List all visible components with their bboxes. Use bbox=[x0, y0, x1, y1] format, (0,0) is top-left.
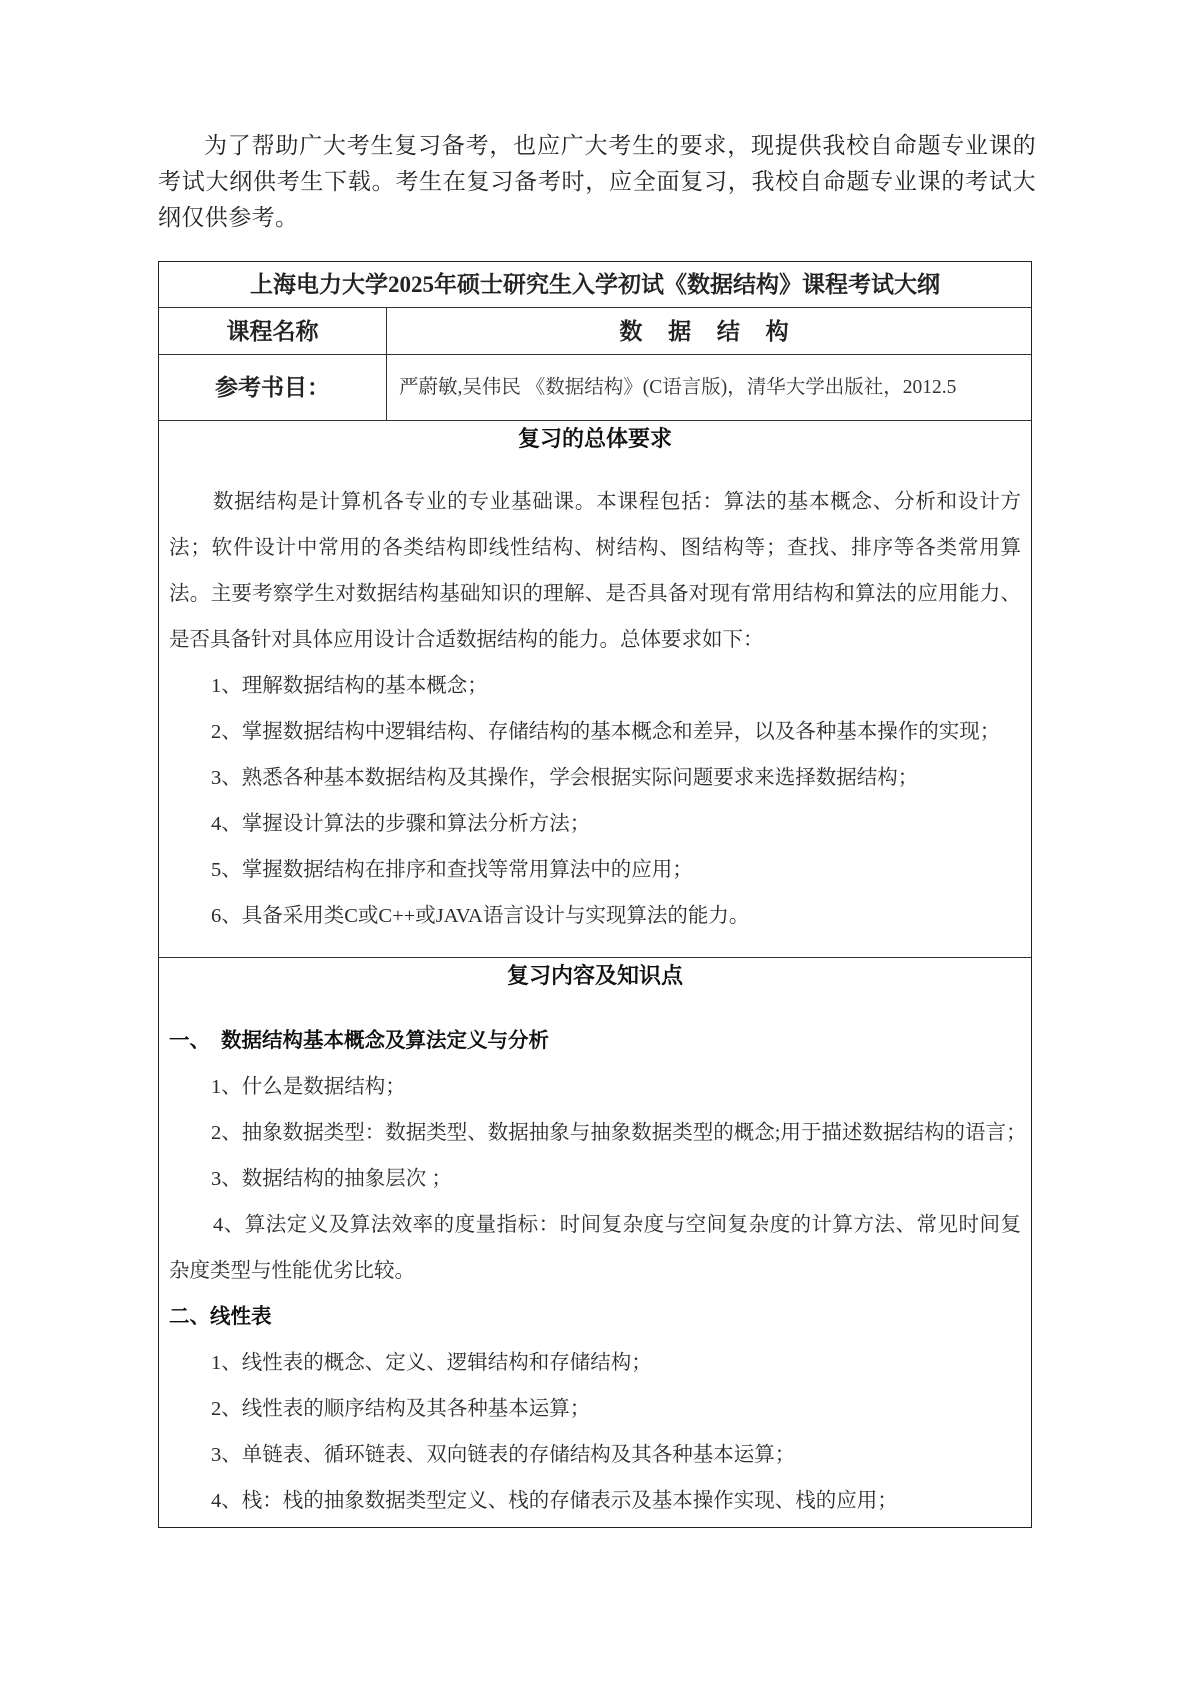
chapter-heading bbox=[159, 1294, 1031, 1340]
knowledge-item-paragraph: 4、算法定义及算法效率的度量指标：时间复杂度与空间复杂度的计算方法、常见时间复杂度类型与性能优劣比较。 bbox=[169, 1214, 1021, 1282]
requirement-item: 6、具备采用类C或C++或JAVA语言设计与实现算法的能力。 bbox=[211, 905, 750, 927]
knowledge-item: 2、抽象数据类型：数据类型、数据抽象与抽象数据类型的概念;用于描述数据结构的语言； bbox=[211, 1122, 1027, 1144]
overall-requirements-heading: 复习的总体要求 bbox=[517, 426, 672, 451]
review-content-section bbox=[159, 958, 1031, 1527]
knowledge-item: 3、单链表、循环链表、双向链表的存储结构及其各种基本运算； bbox=[211, 1444, 796, 1466]
syllabus-table bbox=[158, 261, 1032, 1528]
intro-paragraph: 为了帮助广大考生复习备考，也应广大考生的要求，现提供我校自命题专业课的考试大纲供考生下载。考生在复习备考时，应全面复习，我校自命题专业课的考试大纲仅供参考。 bbox=[158, 133, 1036, 230]
table-title-row bbox=[159, 262, 1031, 308]
requirement-item: 5、掌握数据结构在排序和查找等常用算法中的应用； bbox=[211, 859, 693, 881]
course-name-label: 课程名称 bbox=[226, 319, 319, 344]
requirement-item: 3、熟悉各种基本数据结构及其操作，学会根据实际问题要求来选择数据结构； bbox=[211, 767, 919, 789]
knowledge-item: 1、线性表的概念、定义、逻辑结构和存储结构； bbox=[211, 1352, 652, 1374]
reference-book-label: 参考书目： bbox=[215, 375, 330, 400]
knowledge-item: 4、栈：栈的抽象数据类型定义、栈的存储表示及基本操作实现、栈的应用； bbox=[211, 1490, 898, 1512]
requirement-item: 4、掌握设计算法的步骤和算法分析方法； bbox=[211, 813, 591, 835]
column-divider bbox=[386, 308, 387, 421]
reference-book-value: 严蔚敏,吴伟民 《数据结构》(C语言版)，清华大学出版社，2012.5 bbox=[399, 377, 957, 398]
requirement-item: 1、理解数据结构的基本概念； bbox=[211, 675, 488, 697]
table-title: 上海电力大学2025年硕士研究生入学初试《数据结构》课程考试大纲 bbox=[250, 272, 940, 297]
chapter-title: 线性表 bbox=[210, 1306, 272, 1328]
overall-requirements-paragraph: 数据结构是计算机各专业的专业基础课。本课程包括：算法的基本概念、分析和设计方法；软件设计中常用的各类结构即线性结构、树结构、图结构等；查找、排序等各类常用算法。主要考察学生对数据结构基础知识的理解、是否具备对现有常用结构和算法的应用能力、是否具备针对具体应用设计合适数据结构的能力。总体要求如下： bbox=[169, 491, 1021, 651]
course-name-value: 数 据 结 构 bbox=[619, 319, 799, 344]
chapter-title: 数据结构基本概念及算法定义与分析 bbox=[221, 1030, 549, 1052]
knowledge-item: 3、数据结构的抽象层次 ； bbox=[211, 1168, 452, 1190]
chapter-number: 一、 bbox=[169, 1030, 210, 1052]
requirement-item: 2、掌握数据结构中逻辑结构、存储结构的基本概念和差异，以及各种基本操作的实现； bbox=[211, 721, 1001, 743]
knowledge-item: 2、线性表的顺序结构及其各种基本运算； bbox=[211, 1398, 591, 1420]
overall-requirements-section bbox=[159, 421, 1031, 958]
chapter-number: 二、 bbox=[169, 1306, 210, 1328]
course-name-row bbox=[159, 308, 1031, 355]
review-content-heading: 复习内容及知识点 bbox=[506, 963, 683, 988]
knowledge-item: 1、什么是数据结构； bbox=[211, 1076, 406, 1098]
chapter-heading bbox=[159, 1018, 1031, 1064]
reference-book-row bbox=[159, 355, 1031, 421]
